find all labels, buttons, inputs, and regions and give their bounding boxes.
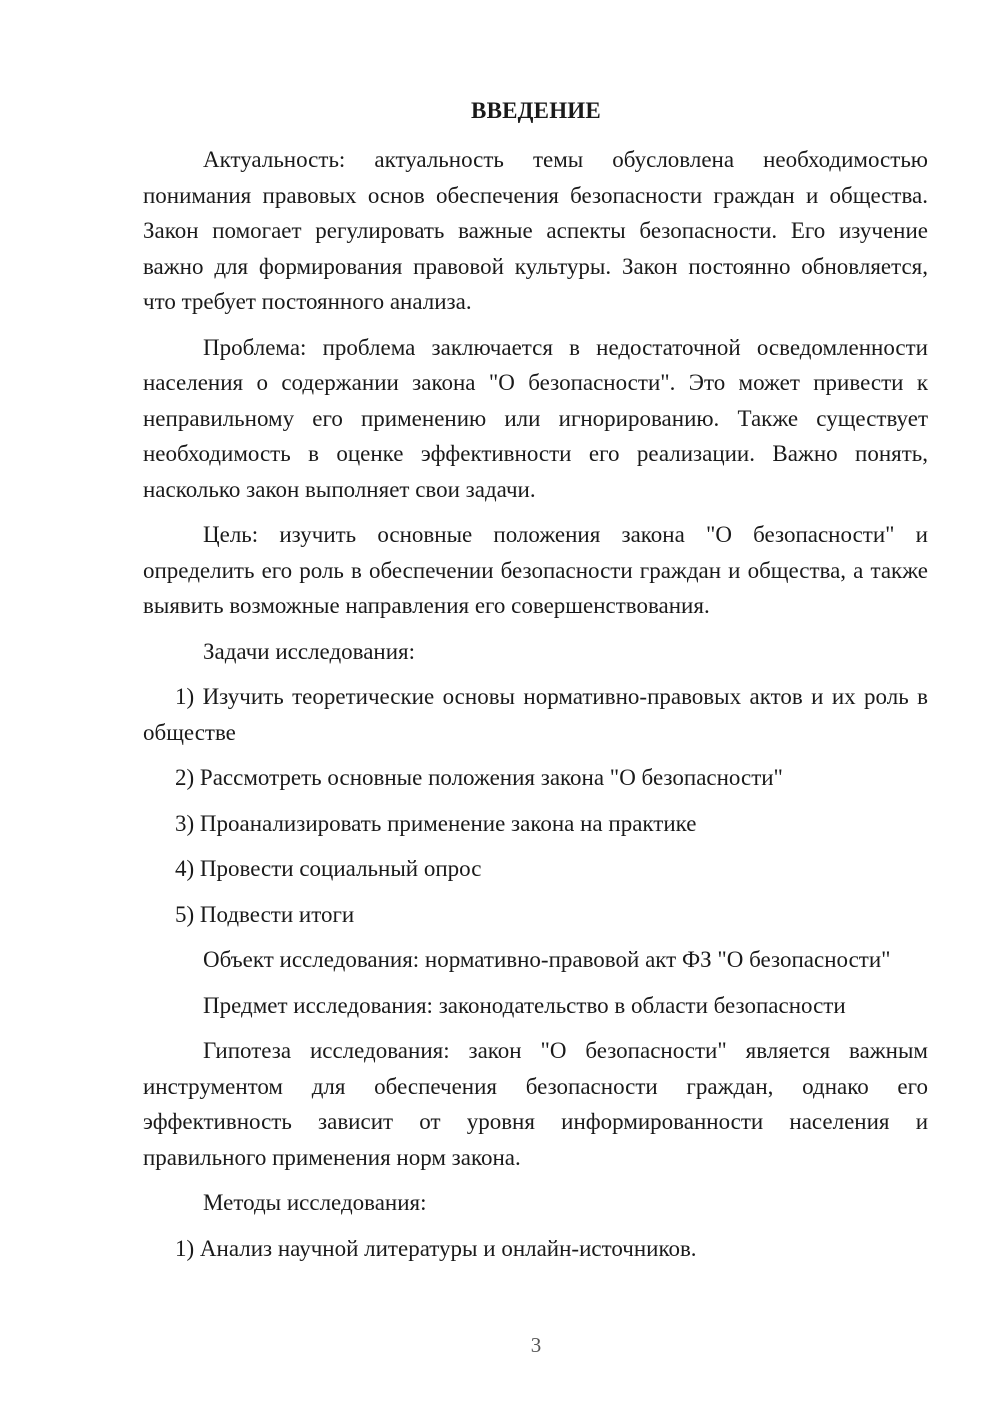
problem-paragraph: Проблема: проблема заключается в недостаточной осведомленности населения о содержании закона "О безопасности". Это может привести к неправильному его применению или игнорированию. Также существует необходимость в оценке эффективности его реализации. Важно понять, насколько закон выполняет свои задачи. <box>143 334 928 502</box>
task-item: 4) Провести социальный опрос <box>175 856 482 881</box>
methods-title: Методы исследования: <box>203 1190 427 1215</box>
object-paragraph: Объект исследования: нормативно-правовой акт ФЗ "О безопасности" <box>203 947 891 972</box>
relevance-paragraph: Актуальность: актуальность темы обусловлена необходимостью понимания правовых основ обеспечения безопасности граждан и общества. Закон помогает регулировать важные аспекты безопасности. Его изучение важно для формирования правовой культуры. Закон постоянно обновляется, что требует постоянного анализа. <box>143 147 928 314</box>
method-item: 1) Анализ научной литературы и онлайн-источников. <box>175 1235 697 1261</box>
page-number: 3 <box>530 1333 542 1357</box>
hypothesis-paragraph: Гипотеза исследования: закон "О безопасности" является важным инструментом для обеспечения безопасности граждан, однако его эффективность зависит от уровня информированности населения и правильного применения норм закона. <box>143 1038 928 1170</box>
tasks-title: Задачи исследования: <box>203 638 416 664</box>
section-heading: ВВЕДЕНИЕ <box>471 98 601 123</box>
goal-paragraph: Цель: изучить основные положения закона "О безопасности" и определить его роль в обеспечении безопасности граждан и общества, а также выявить возможные направления его совершенствования. <box>143 522 928 618</box>
body-text <box>143 142 928 1276</box>
task-item: 5) Подвести итоги <box>175 901 355 927</box>
subject-paragraph: Предмет исследования: законодательство в области безопасности <box>203 992 846 1018</box>
task-item: 2) Рассмотреть основные положения закона "О безопасности" <box>175 765 783 790</box>
task-item: 3) Проанализировать применение закона на практике <box>175 810 697 836</box>
task-item: 1) Изучить теоретические основы нормативно-правовых актов и их роль в обществе <box>143 684 928 745</box>
